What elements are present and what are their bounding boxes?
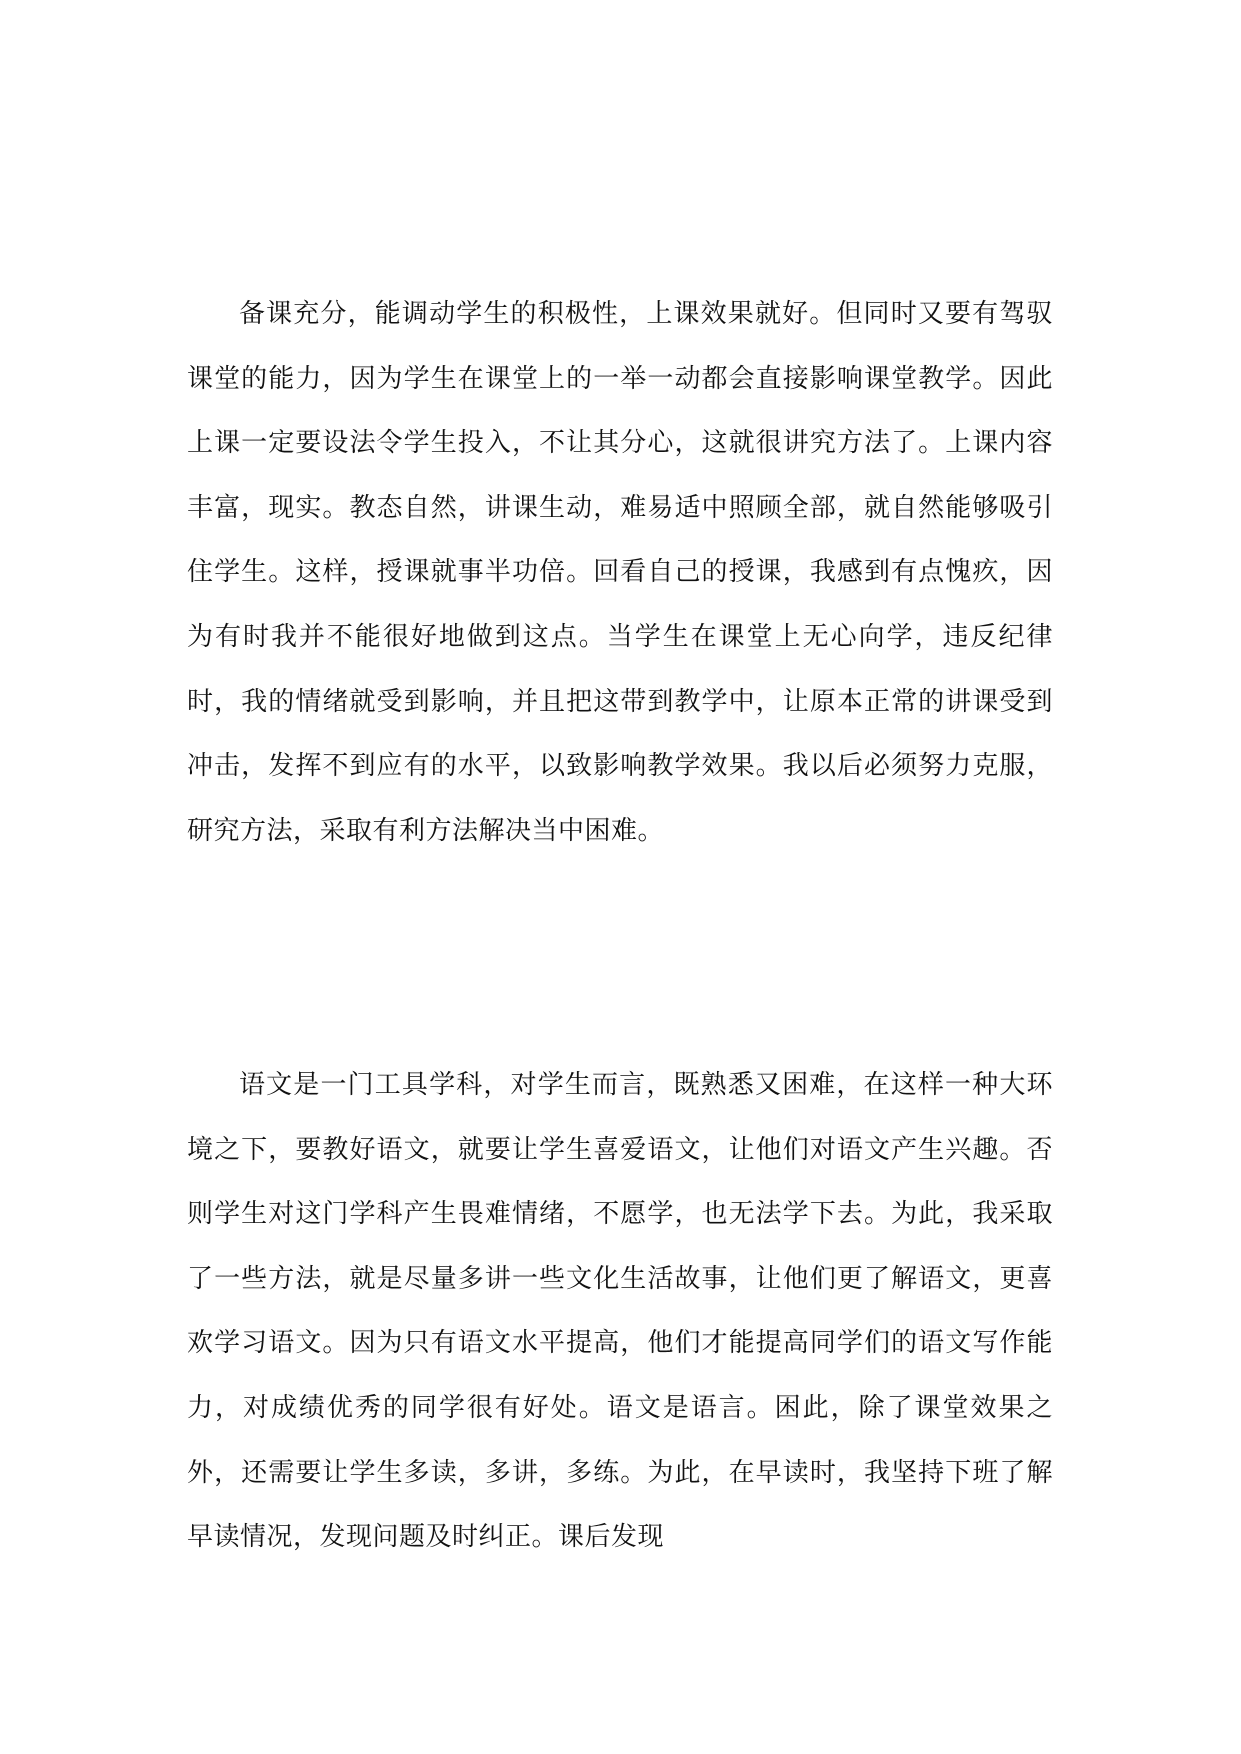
paragraph-2: 语文是一门工具学科，对学生而言，既熟悉又困难，在这样一种大环境之下，要教好语文，就要让学生喜爱语文，让他们对语文产生兴趣。否则学生对这门学科产生畏难情绪，不愿学，也无法学下去。为此，我采取了一些方法，就是尽量多讲一些文化生活故事，让他们更了解语文，更喜欢学习语文。因为只有语文水平提高，他们才能提高同学们的语文写作能力，对成绩优秀的同学很有好处。语文是语言。困此，除了课堂效果之外，还需要让学生多读，多讲，多练。为此，在早读时，我坚持下班了解早读情况，发现问题及时纠正。课后发现 [187, 1070, 1053, 1553]
paragraph-1: 备课充分，能调动学生的积极性，上课效果就好。但同时又要有驾驭课堂的能力，因为学生在课堂上的一举一动都会直接影响课堂教学。因此上课一定要设法令学生投入，不让其分心，这就很讲究方法了。上课内容丰富，现实。教态自然，讲课生动，难易适中照顾全部，就自然能够吸引住学生。这样，授课就事半功倍。回看自己的授课，我感到有点愧疚，因为有时我并不能很好地做到这点。当学生在课堂上无心向学，违反纪律时，我的情绪就受到影响，并且把这带到教学中，让原本正常的讲课受到冲击，发挥不到应有的水平，以致影响教学效果。我以后必须努力克服，研究方法，采取有利方法解决当中困难。 [187, 299, 1053, 846]
